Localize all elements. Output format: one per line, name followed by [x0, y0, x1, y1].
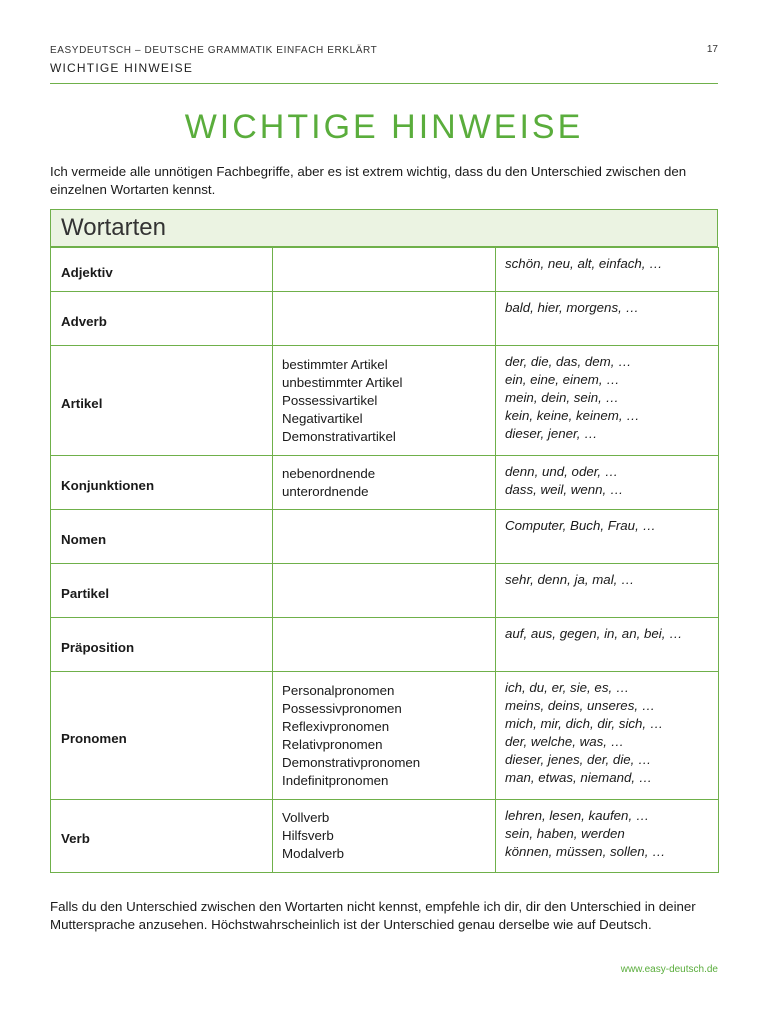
word-class-types [273, 672, 496, 800]
word-class-types [273, 564, 496, 618]
type-item: Possessivpronomen [282, 700, 402, 716]
example-item: denn, und, oder, … [505, 464, 619, 479]
word-class-types [273, 292, 496, 346]
page-header [50, 44, 718, 84]
word-class-examples [496, 456, 719, 510]
word-class-examples [496, 800, 719, 873]
type-item: Hilfsverb [282, 828, 334, 843]
type-item: Reflexivpronomen [282, 718, 390, 734]
word-class-name: Artikel [51, 346, 273, 456]
wortarten-table [50, 209, 718, 873]
example-item: lehren, lesen, kaufen, … [505, 808, 650, 823]
running-title: EASYDEUTSCH – DEUTSCHE GRAMMATIK EINFACH ERKLÄRT [50, 45, 378, 56]
example-item: dieser, jener, … [505, 426, 598, 441]
word-class-examples [496, 618, 719, 672]
table-row [51, 346, 719, 456]
type-item: Negativartikel [282, 410, 363, 426]
page-number: 17 [706, 44, 718, 55]
word-class-examples [496, 346, 719, 456]
word-class-types [273, 510, 496, 564]
section-title: WICHTIGE HINWEISE [50, 61, 194, 75]
example-item: man, etwas, niemand, … [505, 770, 653, 785]
example-item: mich, mir, dich, dir, sich, … [505, 716, 664, 731]
table-row [51, 618, 719, 672]
example-item: der, welche, was, … [505, 734, 624, 749]
word-class-types [273, 456, 496, 510]
word-class-types [273, 800, 496, 873]
word-class-examples [496, 672, 719, 800]
word-class-name: Verb [51, 800, 273, 873]
table-row [51, 248, 719, 292]
example-item: schön, neu, alt, einfach, … [505, 256, 663, 271]
table-row [51, 800, 719, 873]
table-body [50, 247, 719, 873]
table-row [51, 510, 719, 564]
example-item: sehr, denn, ja, mal, … [505, 572, 635, 587]
word-class-name: Präposition [51, 618, 273, 672]
type-item: Personalpronomen [282, 682, 395, 698]
type-item: Demonstrativartikel [282, 428, 396, 444]
word-class-examples [496, 248, 719, 292]
type-item: nebenordnende [282, 465, 376, 481]
example-item: können, müssen, sollen, … [505, 844, 666, 859]
word-class-examples [496, 292, 719, 346]
type-item: Vollverb [282, 810, 330, 825]
page-title: WICHTIGE HINWEISE [184, 108, 584, 146]
outro-paragraph: Falls du den Unterschied zwischen den Wortarten nicht kennst, empfehle ich dir, dir den Unterschied in deiner Muttersprache anzusehen. Höchstwahrscheinlich ist der Unterschied genau derselbe wie auf Deutsch. [50, 899, 696, 932]
example-item: der, die, das, dem, … [505, 354, 632, 369]
table-heading: Wortarten [50, 209, 718, 247]
type-item: Demonstrativpronomen [282, 754, 421, 770]
word-class-name: Partikel [51, 564, 273, 618]
example-item: mein, dein, sein, … [505, 390, 619, 405]
word-class-name: Adverb [51, 292, 273, 346]
example-item: sein, haben, werden [505, 826, 625, 841]
intro-paragraph: Ich vermeide alle unnötigen Fachbegriffe, aber es ist extrem wichtig, dass du den Unterschied zwischen den einzelnen Wortarten kennst. [50, 164, 687, 197]
footer-url[interactable]: www.easy-deutsch.de [620, 964, 718, 975]
example-item: auf, aus, gegen, in, an, bei, … [505, 626, 683, 641]
type-item: Indefinitpronomen [282, 772, 389, 788]
type-item: Modalverb [282, 846, 345, 861]
example-item: kein, keine, keinem, … [505, 408, 640, 423]
example-item: ein, eine, einem, … [505, 372, 620, 387]
type-item: unterordnende [282, 483, 369, 499]
word-class-types [273, 248, 496, 292]
word-class-name: Nomen [51, 510, 273, 564]
word-class-name: Konjunktionen [51, 456, 273, 510]
table-row [51, 456, 719, 510]
type-item: bestimmter Artikel [282, 356, 388, 372]
word-class-name: Pronomen [51, 672, 273, 800]
example-item: Computer, Buch, Frau, … [505, 518, 656, 533]
word-class-examples [496, 564, 719, 618]
table-row [51, 672, 719, 800]
example-item: ich, du, er, sie, es, … [505, 680, 630, 695]
table-row [51, 564, 719, 618]
word-class-types [273, 346, 496, 456]
table-row [51, 292, 719, 346]
word-class-name: Adjektiv [51, 248, 273, 292]
example-item: dass, weil, wenn, … [505, 482, 624, 497]
example-item: dieser, jenes, der, die, … [505, 752, 652, 767]
word-class-types [273, 618, 496, 672]
example-item: meins, deins, unseres, … [505, 698, 656, 713]
example-item: bald, hier, morgens, … [505, 300, 639, 315]
type-item: Possessivartikel [282, 392, 378, 408]
type-item: unbestimmter Artikel [282, 374, 403, 390]
word-class-examples [496, 510, 719, 564]
type-item: Relativpronomen [282, 736, 383, 752]
